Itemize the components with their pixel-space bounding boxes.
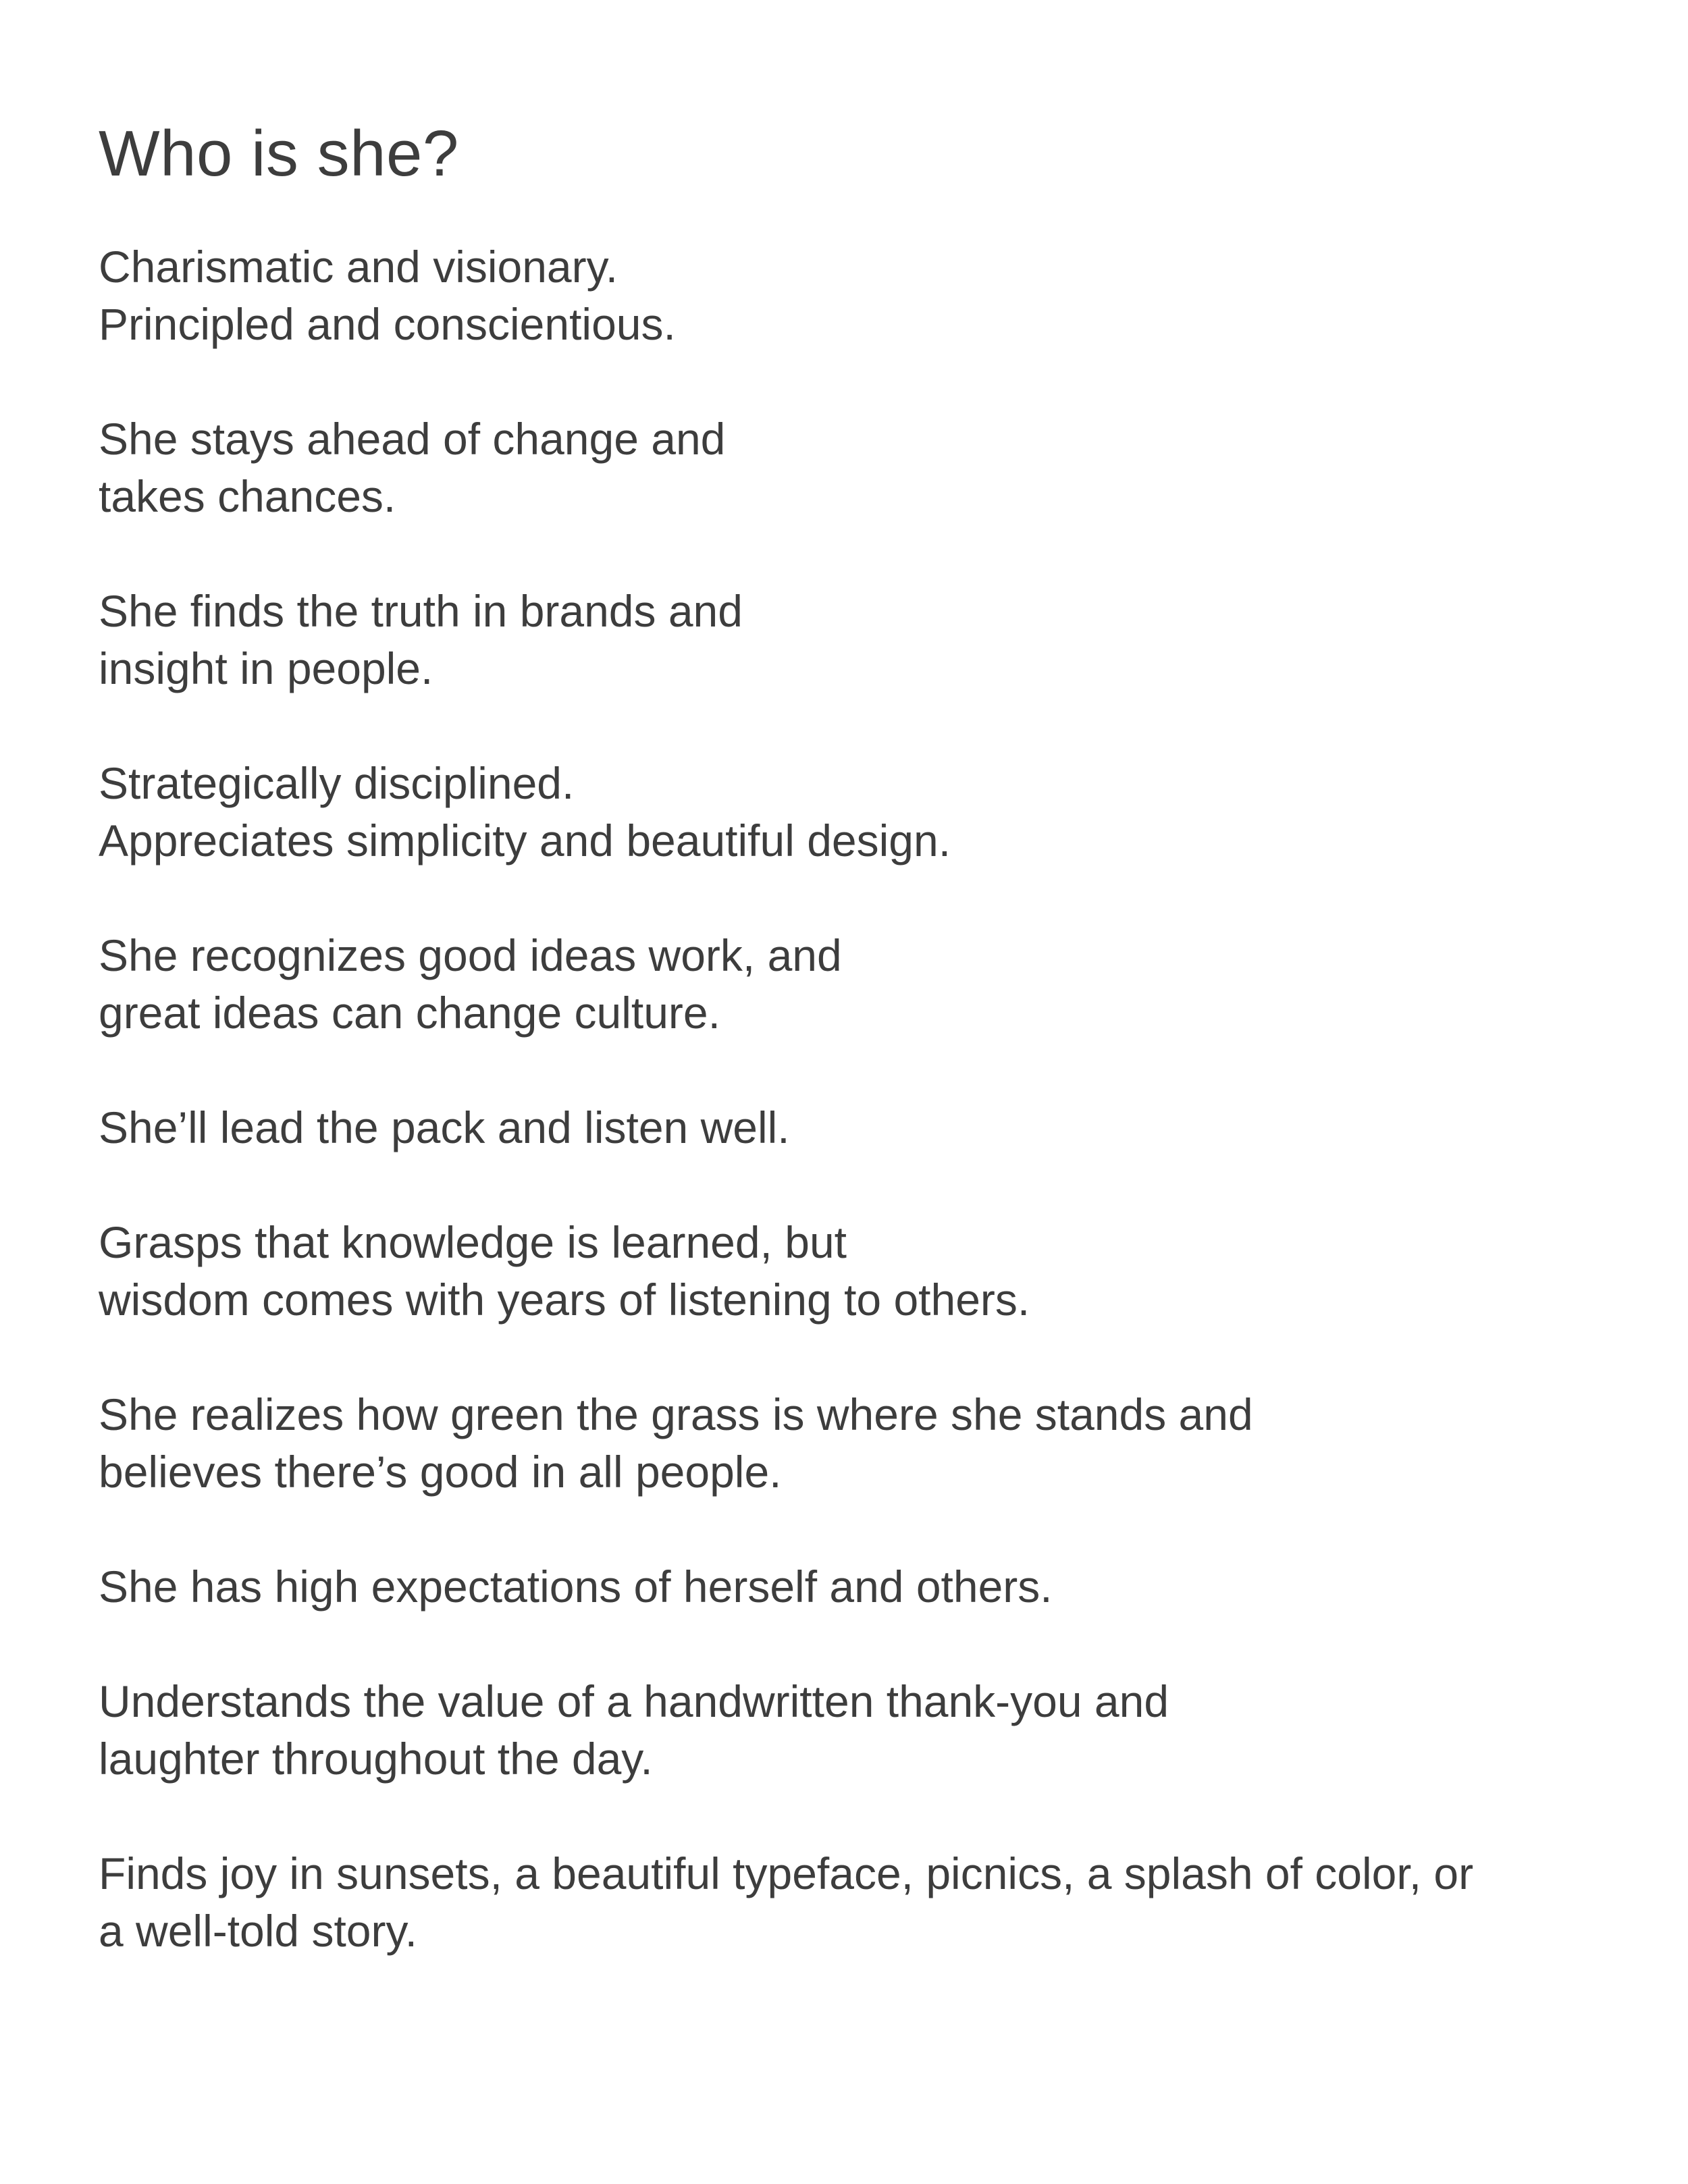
stanza-4 (99, 755, 1625, 870)
stanza-11 (99, 1845, 1625, 1960)
stanza-3 (99, 583, 1625, 697)
poem-line: Appreciates simplicity and beautiful design. (99, 816, 951, 865)
poem-line: She recognizes good ideas work, and (99, 930, 842, 980)
poem-line: She’ll lead the pack and listen well. (99, 1102, 790, 1152)
stanza-5 (99, 927, 1625, 1042)
stanza-1 (99, 238, 1625, 353)
poem-line: Strategically disciplined. (99, 758, 575, 808)
stanza-9 (99, 1558, 1625, 1616)
poem-line: She realizes how green the grass is where she stands and (99, 1389, 1253, 1439)
poem-line: She stays ahead of change and (99, 414, 726, 464)
poem-line: Understands the value of a handwritten thank-you and (99, 1676, 1169, 1726)
poem-line: takes chances. (99, 471, 396, 521)
stanza-10 (99, 1673, 1625, 1788)
poem-line: insight in people. (99, 643, 433, 693)
stanza-2 (99, 410, 1625, 525)
stanza-6 (99, 1099, 1625, 1156)
poem-line: She finds the truth in brands and (99, 586, 743, 636)
poem-line: believes there’s good in all people. (99, 1447, 782, 1497)
poem-line: a well-told story. (99, 1906, 417, 1956)
poem-body (99, 238, 1625, 2017)
poem-line: Principled and conscientious. (99, 299, 676, 349)
stanza-7 (99, 1214, 1625, 1329)
poem-line: great ideas can change culture. (99, 988, 720, 1038)
poem-line: laughter throughout the day. (99, 1734, 653, 1784)
poem-line: She has high expectations of herself and others. (99, 1562, 1053, 1612)
poem-line: Grasps that knowledge is learned, but (99, 1217, 847, 1267)
poem-line: Finds joy in sunsets, a beautiful typeface, picnics, a splash of color, or (99, 1848, 1474, 1898)
poem-line: Charismatic and visionary. (99, 242, 618, 292)
stanza-8 (99, 1386, 1625, 1501)
page-title: Who is she? (99, 117, 459, 190)
poem-line: wisdom comes with years of listening to others. (99, 1275, 1030, 1325)
